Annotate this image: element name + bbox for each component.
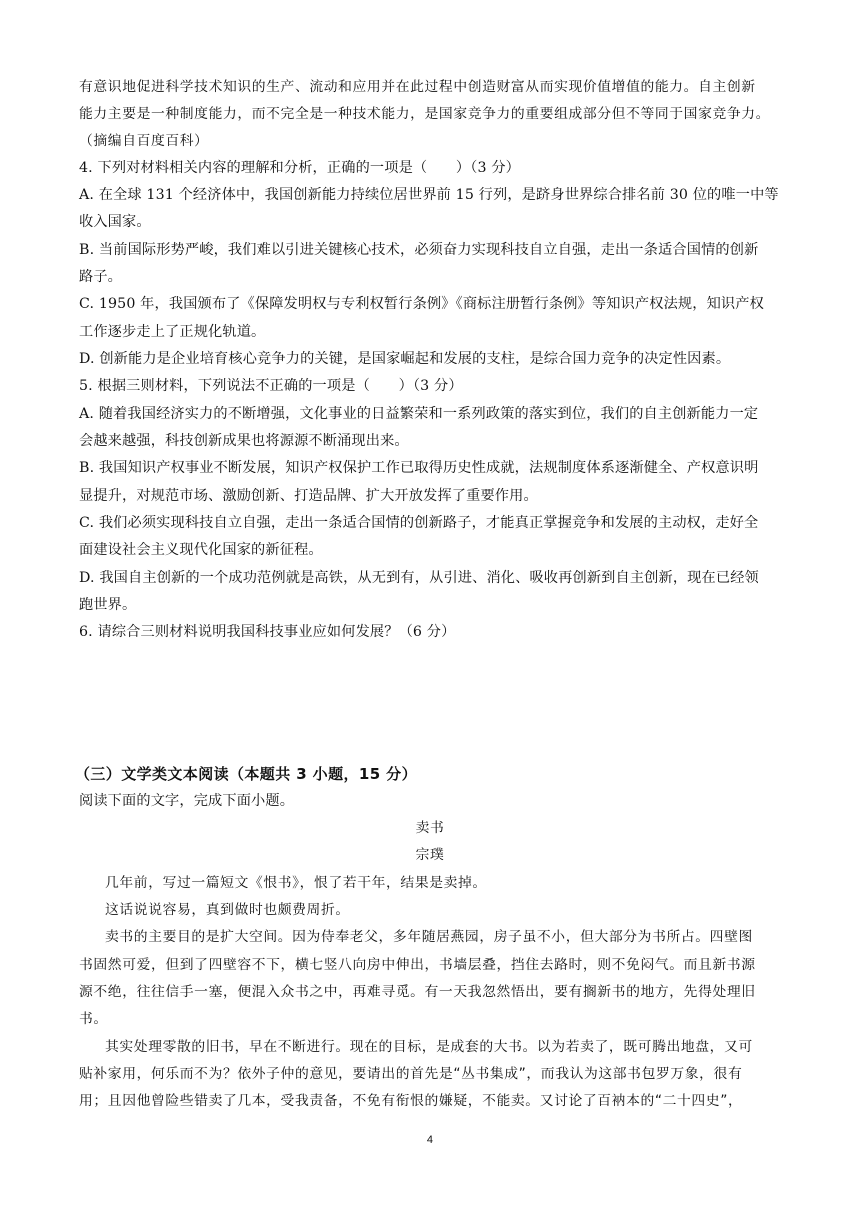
article-author: 宗璞 (415, 847, 445, 863)
article-paragraph-line: 用；且因他曾险些错卖了几本，受我责备，不免有衔恨的嫌疑，不能卖。又讨论了百衲本的“二十四史”， (79, 1093, 743, 1109)
question-5-option-c: C. 我们必须实现科技自立自强，走出一条适合国情的创新路子，才能真正掌握竞争和发展的主动权，走好全 (79, 515, 759, 531)
question-4-option-b: B. 当前国际形势严峻，我们难以引进关键核心技术，必须奋力实现科技自立自强，走出一条适合国情的创新 (79, 242, 759, 258)
article-paragraph-line: 源不绝，往往信手一塞，便混入众书之中，再难寻觅。有一天我忽然悟出，要有搁新书的地方，先得处理旧 (79, 984, 756, 1000)
question-4-option-b-cont: 路子。 (79, 269, 123, 285)
question-4-option-c-cont: 工作逐步走上了正规化轨道。 (79, 324, 266, 340)
section-heading: （三）文学类文本阅读（本题共 3 小题，15 分） (75, 765, 417, 783)
reading-instruction: 阅读下面的文字，完成下面小题。 (79, 793, 295, 809)
question-4-option-d: D. 创新能力是企业培育核心竞争力的关键，是国家崛起和发展的支柱，是综合国力竞争的决定性因素。 (79, 351, 731, 367)
material-source: （摘编自百度百科） (79, 133, 209, 149)
article-paragraph-line: 书固然可爱，但到了四壁容不下，横七竖八向房中伸出，书墙层叠，挡住去路时，则不免闷气。而且新书源 (79, 957, 756, 973)
question-5-option-b-cont: 显提升，对规范市场、激励创新、打造品牌、扩大开放发挥了重要作用。 (79, 488, 538, 504)
question-5-option-a: A. 随着我国经济实力的不断增强，文化事业的日益繁荣和一系列政策的落实到位，我们的自主创新能力一定 (79, 406, 759, 422)
question-5-stem: 5. 根据三则材料，下列说法不正确的一项是（ ）（3 分） (79, 378, 463, 394)
article-paragraph-line: 卖书的主要目的是扩大空间。因为侍奉老父，多年随居燕园，房子虽不小，但大部分为书所占。四壁图 (105, 929, 753, 945)
question-5-option-d-cont: 跑世界。 (79, 597, 137, 613)
material-line: 能力主要是一种制度能力，而不完全是一种技术能力，是国家竞争力的重要组成部分但不等同于国家竞争力。 (79, 106, 771, 122)
article-paragraph-line: 书。 (79, 1011, 108, 1027)
article-paragraph-line: 其实处理零散的旧书，早在不断进行。现在的目标，是成套的大书。以为若卖了，既可腾出地盘，又可 (105, 1039, 753, 1055)
question-5-option-c-cont: 面建设社会主义现代化国家的新征程。 (79, 542, 323, 558)
material-line: 有意识地促进科学技术知识的生产、流动和应用并在此过程中创造财富从而实现价值增值的能力。自主创新 (79, 79, 756, 95)
page-number: 4 (426, 1134, 434, 1146)
article-title: 卖书 (415, 820, 445, 836)
question-4-option-a-cont: 收入国家。 (79, 214, 151, 230)
article-paragraph-line: 贴补家用，何乐而不为？依外子仲的意见，要请出的首先是“丛书集成”，而我认为这部书包罗万象，很有 (79, 1066, 743, 1082)
question-5-option-a-cont: 会越来越强，科技创新成果也将源源不断涌现出来。 (79, 433, 409, 449)
question-5-option-d: D. 我国自主创新的一个成功范例就是高铁，从无到有，从引进、消化、吸收再创新到自主创新，现在已经领 (79, 570, 759, 586)
question-4-option-a: A. 在全球 131 个经济体中，我国创新能力持续位居世界前 15 行列，是跻身世界综合排名前 30 位的唯一中等 (79, 187, 779, 203)
article-paragraph: 这话说说容易，真到做时也颇费周折。 (105, 902, 350, 918)
question-4-stem: 4. 下列对材料相关内容的理解和分析，正确的一项是（ ）（3 分） (79, 160, 521, 176)
question-4-option-c: C. 1950 年，我国颁布了《保障发明权与专利权暂行条例》《商标注册暂行条例》等知识产权法规，知识产权 (79, 296, 764, 312)
question-5-option-b: B. 我国知识产权事业不断发展，知识产权保护工作已取得历史性成就，法规制度体系逐渐健全、产权意识明 (79, 460, 759, 476)
question-6-stem: 6. 请综合三则材料说明我国科技事业应如何发展？（6 分） (79, 624, 456, 640)
article-paragraph: 几年前，写过一篇短文《恨书》，恨了若干年，结果是卖掉。 (105, 875, 487, 891)
